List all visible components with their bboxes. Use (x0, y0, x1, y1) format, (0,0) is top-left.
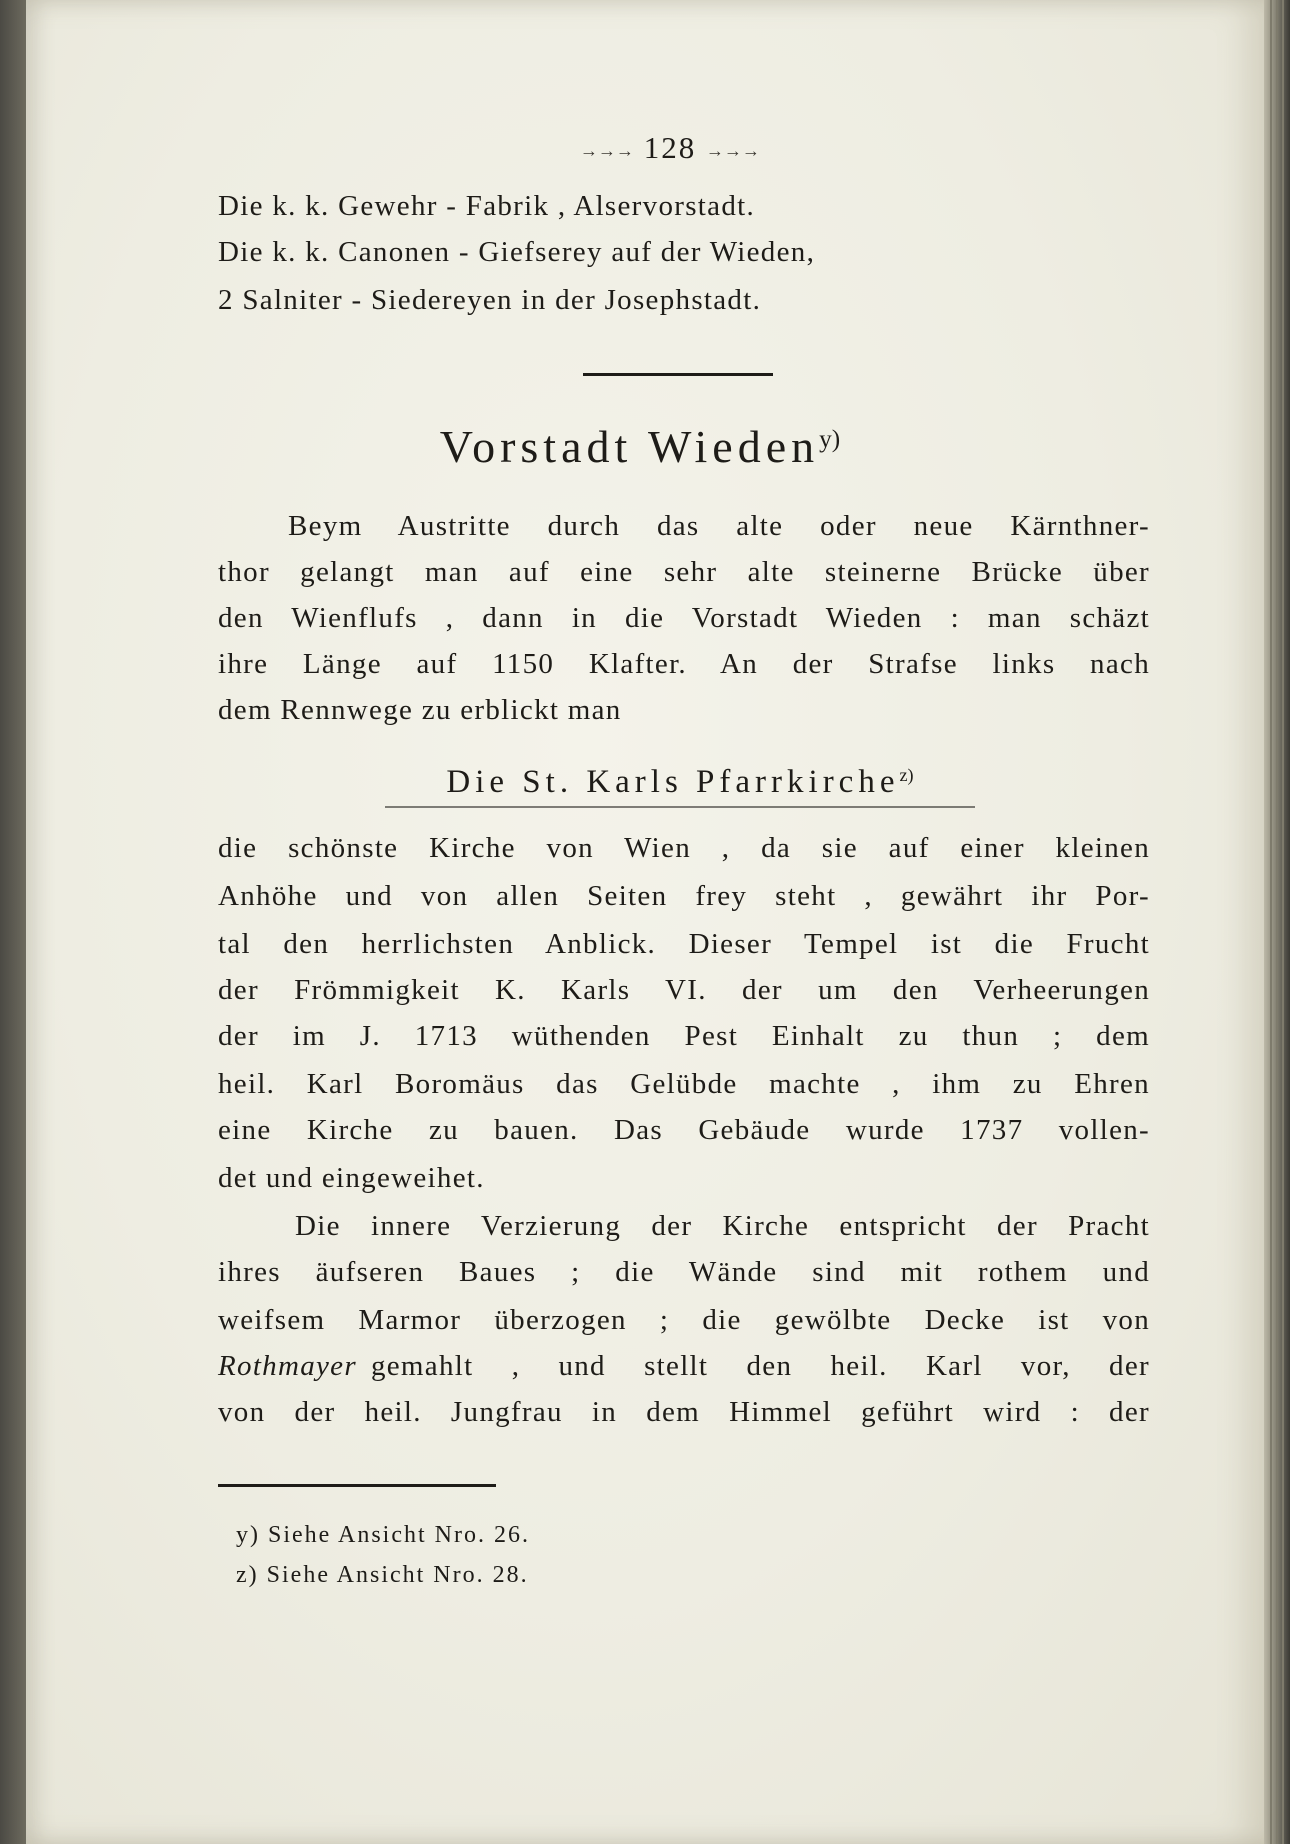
paragraph-line: ihre Länge auf 1150 Klafter. An der Strafse links nach (218, 648, 1150, 680)
ornament-right: →→→ (706, 140, 760, 161)
paragraph-line-rest: gemahlt , und stellt den heil. Karl vor, der (370, 1350, 1150, 1382)
paragraph-line: den Wienflufs , dann in die Vorstadt Wieden : man schäzt (218, 602, 1150, 634)
paragraph-line: heil. Karl Boromäus das Gelübde machte , ihm zu Ehren (218, 1068, 1150, 1100)
footnote-z: z) Siehe Ansicht Nro. 28. (236, 1562, 529, 1588)
paragraph-line (218, 1350, 1150, 1383)
page-number: 128 (643, 130, 697, 165)
paragraph-line: tal den herrlichsten Anblick. Dieser Tempel ist die Frucht (218, 928, 1150, 960)
paragraph-line: weifsem Marmor überzogen ; die gewölbte Decke ist von (218, 1304, 1150, 1336)
footnote-y: y) Siehe Ansicht Nro. 26. (236, 1522, 530, 1548)
paragraph-line: der im J. 1713 wüthenden Pest Einhalt zu thun ; dem (218, 1020, 1150, 1052)
paragraph-line: Anhöhe und von allen Seiten frey steht , gewährt ihr Por- (218, 880, 1150, 912)
section-title-footnote-mark: y) (819, 424, 841, 453)
subsection-title (370, 764, 990, 801)
paragraph-line: ihres äufseren Baues ; die Wände sind mit rothem und (218, 1256, 1150, 1288)
list-line-1: Die k. k. Gewehr - Fabrik , Alservorstadt. (218, 190, 756, 222)
paragraph-line: Beym Austritte durch das alte oder neue Kärnthner- (288, 510, 1150, 542)
paragraph-line: det und eingeweihet. (218, 1162, 485, 1194)
section-divider (583, 373, 773, 376)
paragraph-line: dem Rennwege zu erblickt man (218, 694, 622, 726)
paragraph-line: die schönste Kirche von Wien , da sie auf einer kleinen (218, 832, 1150, 864)
section-title-text: Vorstadt Wieden (439, 421, 820, 472)
section-title (300, 420, 980, 473)
page-header (560, 130, 780, 166)
painter-name: Rothmayer (218, 1350, 357, 1382)
paragraph-line: eine Kirche zu bauen. Das Gebäude wurde 1737 vollen- (218, 1114, 1150, 1146)
paper-sheet (26, 0, 1264, 1844)
list-line-2: Die k. k. Canonen - Giefserey auf der Wieden, (218, 236, 816, 268)
paragraph-line: Die innere Verzierung der Kirche entspricht der Pracht (295, 1210, 1150, 1242)
subsection-title-footnote-mark: z) (899, 765, 914, 786)
paragraph-line: von der heil. Jungfrau in dem Himmel geführt wird : der (218, 1396, 1150, 1428)
book-gutter (0, 0, 26, 1844)
footnote-rule (218, 1484, 496, 1487)
paragraph-line: thor gelangt man auf eine sehr alte steinerne Brücke über (218, 556, 1150, 588)
page-edges (1264, 0, 1290, 1844)
list-line-3: 2 Salniter - Siedereyen in der Josephstadt. (218, 284, 762, 316)
paragraph-line: der Frömmigkeit K. Karls VI. der um den Verheerungen (218, 974, 1150, 1006)
subsection-title-text: Die St. Karls Pfarrkirche (446, 764, 900, 800)
subsection-underline (385, 806, 975, 808)
ornament-left: →→→ (580, 140, 634, 161)
